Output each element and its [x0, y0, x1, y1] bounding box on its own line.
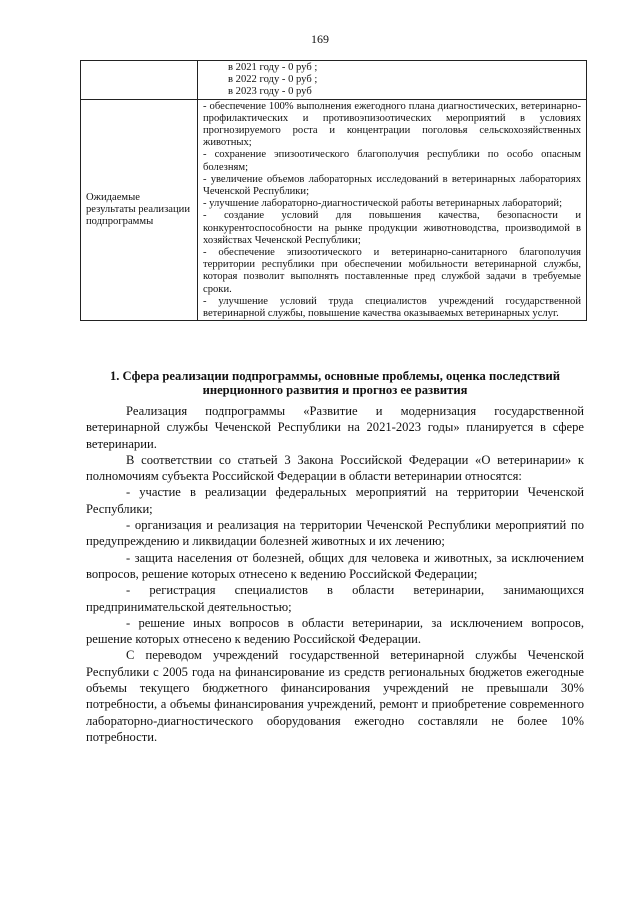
result-item: - увеличение объемов лабораторных исследований в ветеринарных лабораториях Чеченской Республики;: [203, 173, 581, 198]
results-label: Ожидаемые результаты реализации подпрограммы: [81, 99, 198, 321]
result-item: - обеспечение эпизоотического и ветеринарно-санитарного благополучия территории республики при обеспечении мобильности ветеринарной службы, которая позволит выполнять поставленные пред службой задачи в требуемые сроки.: [203, 247, 581, 295]
result-item: - сохранение эпизоотического благополучия республики по особо опасным болезням;: [203, 149, 581, 173]
list-item: - решение иных вопросов в области ветеринарии, за исключением вопросов, решение которых отнесено к ведению Российской Федерации.: [86, 615, 584, 647]
result-item: - обеспечение 100% выполнения ежегодного плана диагностических, ветеринарно-профилактических и противоэпизоотических мероприятий в условиях прогнозируемого роста и концентрации поголовья сельскохозяйственных животных;: [203, 100, 581, 149]
results-row: [81, 99, 587, 321]
budget-line-2022: в 2022 году - 0 руб ;: [228, 74, 318, 86]
budget-value-cell: [198, 61, 587, 100]
subprogram-passport-table: [80, 60, 587, 321]
result-item: - создание условий для повышения качества, безопасности и конкурентоспособности на рынке продукции животноводства, производимой в хозяйствах Чеченской Республики;: [203, 210, 581, 246]
budget-label-cell: [81, 61, 198, 100]
paragraph: В соответствии со статьей 3 Закона Российской Федерации «О ветеринарии» к полномочиям субъекта Российской Федерации в области ветеринарии относятся:: [86, 452, 584, 484]
budget-line-2021: в 2021 году - 0 руб ;: [228, 62, 318, 73]
result-item: - улучшение условий труда специалистов учреждений государственной ветеринарной службы, повышение качества оказываемых ветеринарных услуг.: [203, 295, 581, 320]
results-value-cell: [198, 99, 587, 321]
list-item: - организация и реализация на территории Чеченской Республики мероприятий по предупреждению и ликвидации болезней животных и их лечению;: [86, 518, 584, 549]
list-item: - регистрация специалистов в области ветеринарии, занимающихся предпринимательской деятельностью;: [86, 583, 584, 614]
section-heading: 1. Сфера реализации подпрограммы, основные проблемы, оценка последствий инерционного развития и прогноз ее развития: [109, 369, 561, 397]
list-item: - защита населения от болезней, общих для человека и животных, за исключением вопросов, решение которых отнесено к ведению Российской Федерации;: [86, 550, 584, 581]
budget-line-2023: в 2023 году - 0 руб: [228, 86, 312, 98]
budget-row: [81, 61, 587, 100]
result-item: - улучшение лабораторно-диагностической работы ветеринарных лабораторий;: [203, 198, 563, 210]
list-item: - участие в реализации федеральных мероприятий на территории Чеченской Республики;: [86, 485, 584, 516]
page-number: 169: [311, 32, 329, 46]
section-body: [86, 370, 584, 745]
paragraph: С переводом учреждений государственной ветеринарной службы Чеченской Республики с 2005 года на финансирование из средств региональных бюджетов ежегодные объемы текущего бюджетного финансирования учреждений не превышали 30% потребности, а объемы финансирования учреждений, ремонт и приобретение современного лабораторно-диагностического оборудования ежегодно составляли не более 10% потребности.: [86, 648, 584, 744]
paragraph: Реализация подпрограммы «Развитие и модернизация государственной ветеринарной службы Чеченской Республики на 2021-2023 годы» планируется в сфере ветеринарии.: [86, 404, 584, 451]
